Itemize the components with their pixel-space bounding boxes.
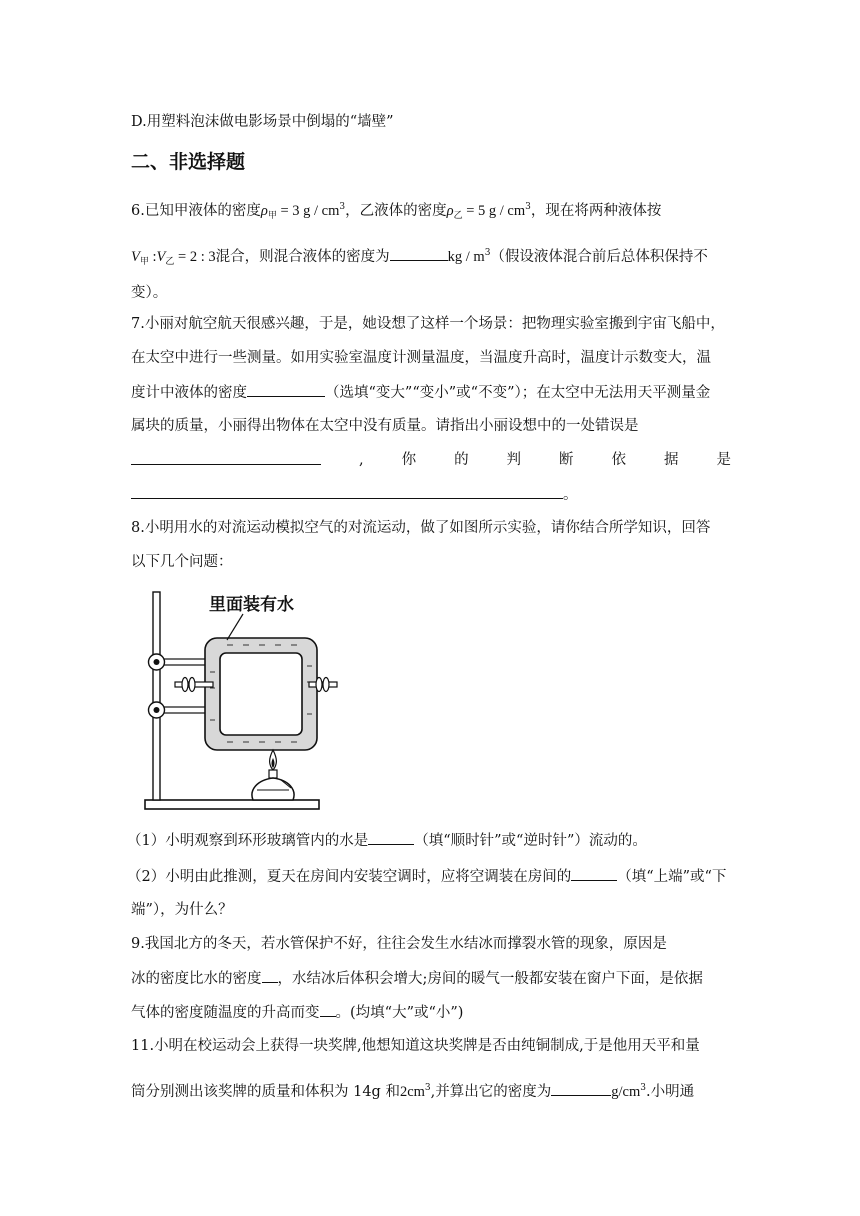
question-6-line-1: 6.已知甲液体的密度$\rho_甲 = 3$ g / $cm^3$，乙液体的密度$\rho_乙 = 5$ g / $cm^3$，现在将两种液体按 (131, 202, 662, 221)
question-7-line-4: 属块的质量，小丽得出物体在太空中没有质量。请指出小丽设想中的一处错误是 (131, 418, 639, 434)
answer-blank[interactable] (390, 246, 448, 261)
question-7-line-1: 7.小丽对航空航天很感兴趣，于是，她设想了这样一个场景：把物理实验室搬到宇宙飞船中， (131, 316, 725, 332)
answer-blank[interactable] (368, 830, 414, 845)
section-title: 二、非选择题 (131, 151, 246, 173)
question-9-line-1: 9.我国北方的冬天，若水管保护不好，往往会发生水结冰而撑裂水管的现象，原因是 (131, 936, 667, 952)
answer-blank[interactable] (571, 866, 617, 881)
figure-label: 里面装有水 (209, 595, 294, 615)
question-6-line-2: $V_甲$ $:V_乙 = 2$ : 3混合，则混合液体的密度为 kg / $m^3$（假设液体混合前后总体积保持不 (131, 248, 708, 267)
question-8-line-2: 以下几个问题： (131, 554, 233, 570)
question-7-line-3: 度计中液体的密度 （选填“变大”“变小”或“不变”）；在太空中无法用天平测量金 (131, 382, 731, 403)
question-6-line-3: 变）。 (131, 285, 168, 301)
question-7-line-2: 在太空中进行一些测量。如用实验室温度计测量温度，当温度升高时，温度计示数变大，温 (131, 350, 711, 366)
answer-blank[interactable] (320, 1002, 336, 1017)
question-8-part-2-cont: 端”），为什么？ (131, 902, 233, 918)
question-11-line-2: 筒分别测出该奖牌的质量和体积为 14g 和$2cm^3$,并算出它的密度为 $g/cm^3$.小明通 (131, 1083, 695, 1100)
question-8-line-1: 8.小明用水的对流运动模拟空气的对流运动，做了如图所示实验，请你结合所学知识，回答 (131, 520, 711, 536)
experiment-figure (131, 584, 341, 814)
question-11-line-1: 11.小明在校运动会上获得一块奖牌,他想知道这块奖牌是否由纯铜制成,于是他用天平和量 (131, 1038, 700, 1054)
answer-blank[interactable] (551, 1081, 611, 1096)
answer-blank[interactable] (131, 484, 563, 499)
answer-blank[interactable] (247, 382, 325, 397)
question-7-line-6: 。 (131, 484, 731, 505)
question-7-line-5: , 你 的 判 断 依 据 是 (131, 450, 731, 470)
answer-blank[interactable] (131, 450, 321, 465)
question-8-part-2: （2）小明由此推测，夏天在房间内安装空调时，应将空调装在房间的 （填“上端”或“下 (127, 866, 727, 887)
question-9-line-2: 冰的密度比水的密度 ，水结冰后体积会增大;房间的暖气一般都安装在窗户下面，是依据 (131, 968, 731, 989)
question-8-part-1: （1）小明观察到环形玻璃管内的水是 （填“顺时针”或“逆时针”）流动的。 (127, 830, 727, 851)
option-d: D.用塑料泡沫做电影场景中倒塌的“墙壁” (131, 114, 394, 130)
answer-blank[interactable] (262, 968, 278, 983)
convection-apparatus-illustration (131, 584, 341, 814)
question-9-line-3: 气体的密度随温度的升高而变 。(均填“大”或“小”) (131, 1002, 731, 1023)
